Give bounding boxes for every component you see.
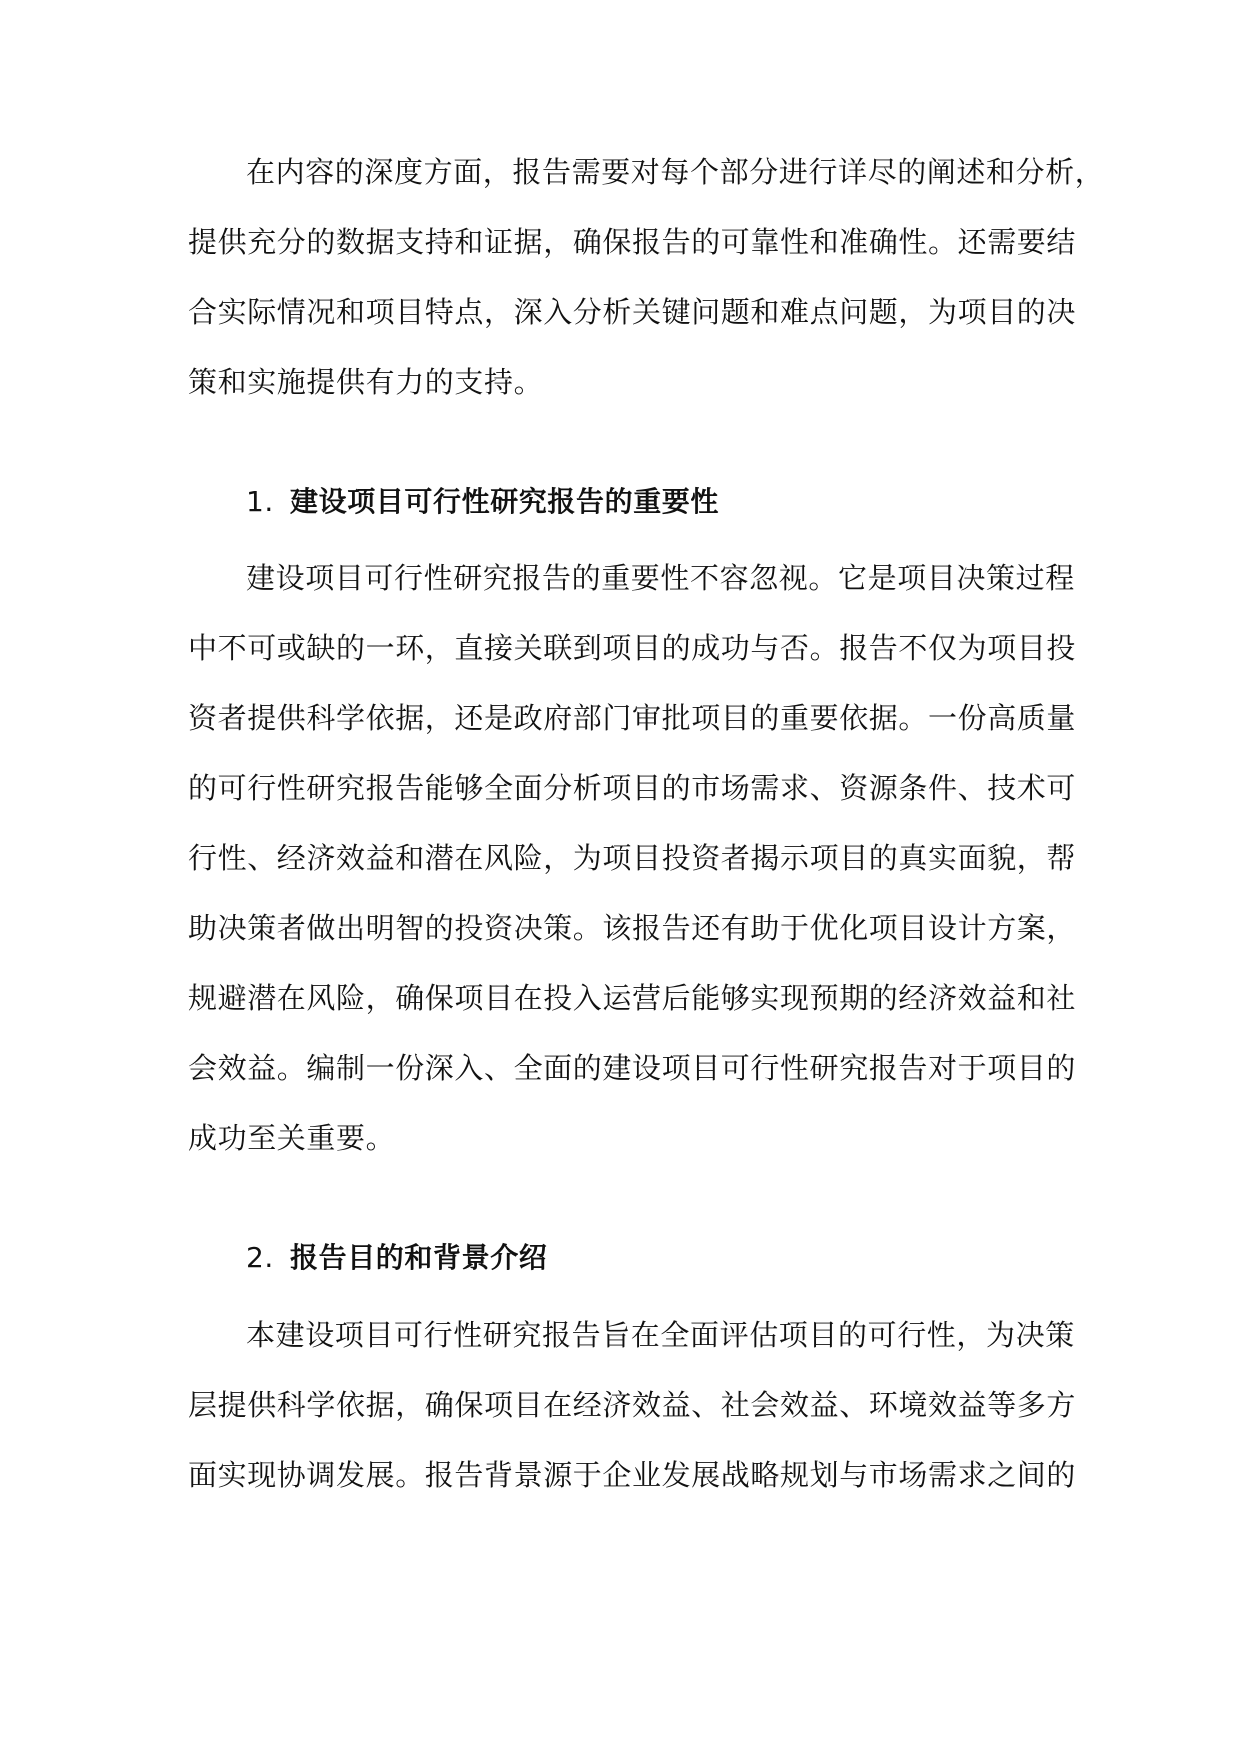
section-heading-1 <box>246 482 719 522</box>
section-number: 2. <box>246 1241 274 1274</box>
section-title: 报告目的和背景介绍 <box>290 1241 548 1274</box>
paragraph-line: 面实现协调发展。报告背景源于企业发展战略规划与市场需求之间的 <box>188 1458 1077 1492</box>
paragraph-line: 会效益。编制一份深入、全面的建设项目可行性研究报告对于项目的 <box>188 1051 1077 1085</box>
paragraph-line: 资者提供科学依据，还是政府部门审批项目的重要依据。一份高质量 <box>188 701 1077 735</box>
section-title: 建设项目可行性研究报告的重要性 <box>290 485 720 518</box>
section-number: 1. <box>246 485 274 518</box>
section-heading-2 <box>246 1238 547 1278</box>
paragraph-line: 助决策者做出明智的投资决策。该报告还有助于优化项目设计方案， <box>188 911 1077 945</box>
paragraph-line: 的可行性研究报告能够全面分析项目的市场需求、资源条件、技术可 <box>188 771 1077 805</box>
paragraph-line: 本建设项目可行性研究报告旨在全面评估项目的可行性，为决策 <box>246 1318 1075 1352</box>
paragraph-line: 策和实施提供有力的支持。 <box>188 365 544 399</box>
paragraph-line: 规避潜在风险，确保项目在投入运营后能够实现预期的经济效益和社 <box>188 981 1077 1015</box>
paragraph-line: 行性、经济效益和潜在风险，为项目投资者揭示项目的真实面貌，帮 <box>188 841 1077 875</box>
paragraph-line: 合实际情况和项目特点，深入分析关键问题和难点问题，为项目的决 <box>188 295 1077 329</box>
paragraph-line: 层提供科学依据，确保项目在经济效益、社会效益、环境效益等多方 <box>188 1388 1077 1422</box>
paragraph-line: 中不可或缺的一环，直接关联到项目的成功与否。报告不仅为项目投 <box>188 631 1077 665</box>
paragraph-line: 提供充分的数据支持和证据，确保报告的可靠性和准确性。还需要结 <box>188 225 1077 259</box>
paragraph-line: 成功至关重要。 <box>188 1121 396 1155</box>
paragraph-line: 建设项目可行性研究报告的重要性不容忽视。它是项目决策过程 <box>246 561 1075 595</box>
paragraph-line: 在内容的深度方面，报告需要对每个部分进行详尽的阐述和分析， <box>246 155 1105 189</box>
